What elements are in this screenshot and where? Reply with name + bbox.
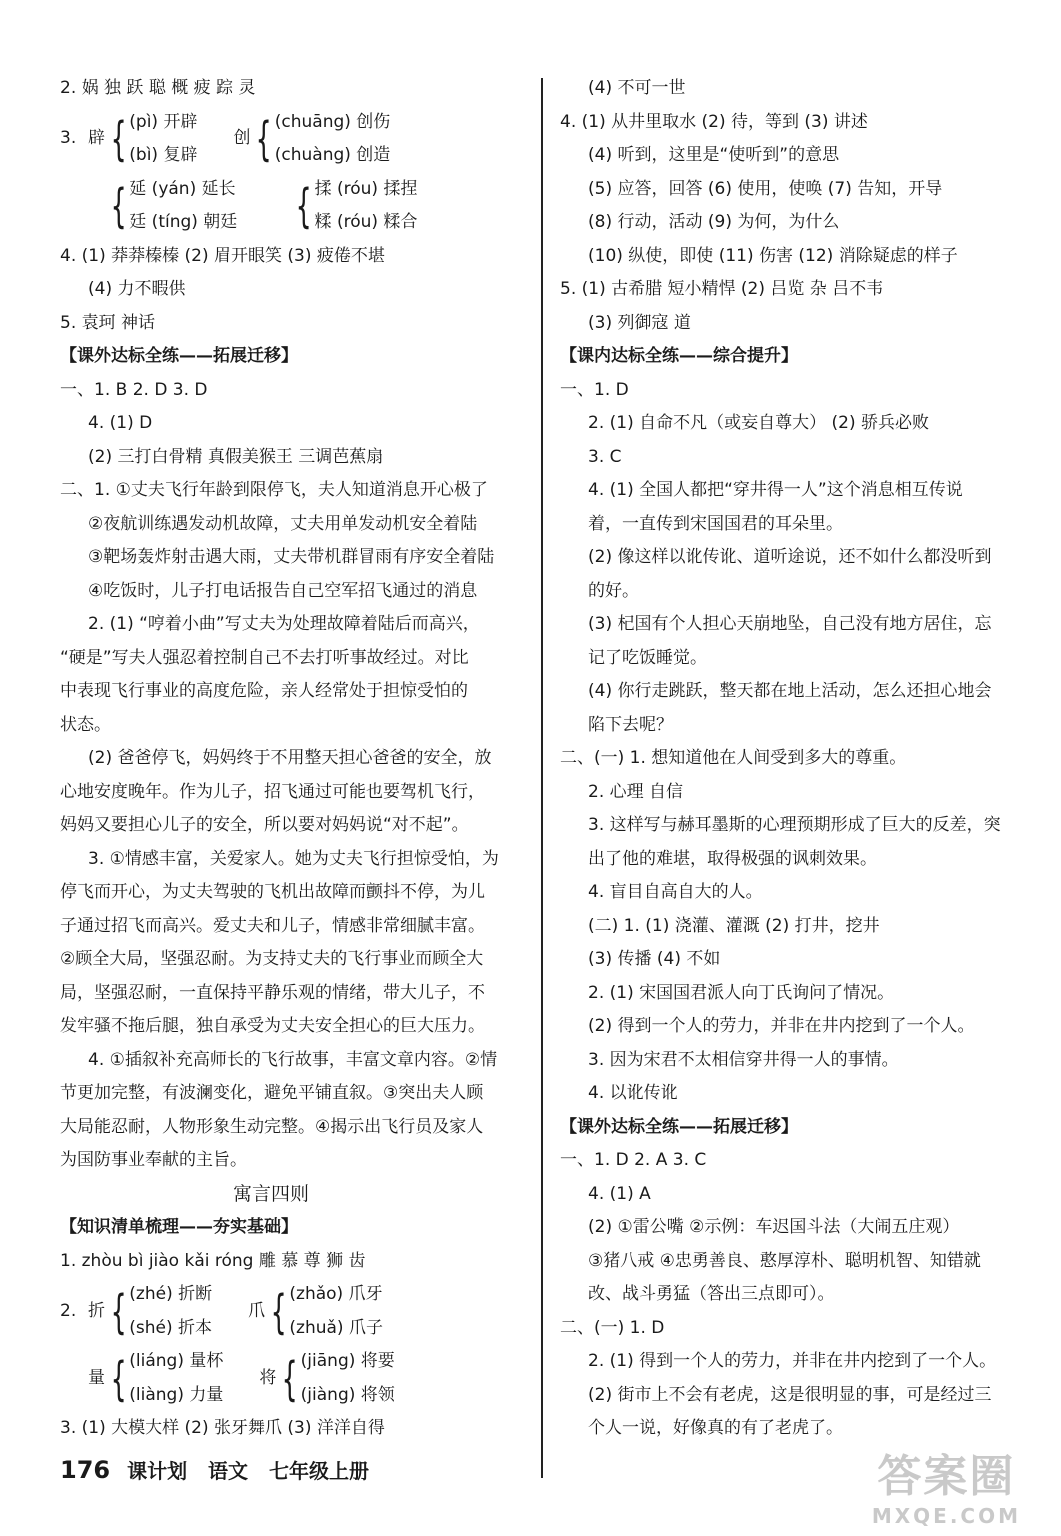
reading-item: 延 (yán) 延长	[129, 178, 236, 199]
answer-line: (2) 三打白骨精 真假美猴王 三调芭蕉扇	[88, 446, 384, 467]
lead-char: 辟	[88, 128, 105, 149]
answer-line: 出了他的难堪，取得极强的讽刺效果。	[588, 848, 877, 869]
watermark-url: MXQE.COM	[871, 1504, 1021, 1528]
answer-line: 发牢骚不拖后腿，独自承受为丈夫安全担心的巨大压力。	[60, 1016, 485, 1036]
answer-line: 为国防事业奉献的主旨。	[60, 1150, 247, 1170]
answer-line: 一、1. D	[560, 379, 629, 400]
answer-line: ②顾全大局，坚强忍耐。为支持丈夫的飞行事业而顾全大	[60, 949, 484, 969]
answer-line: ③靶场轰炸射击遇大雨，丈夫带机群冒雨有序安全着陆	[88, 547, 495, 567]
answer-line: (4) 听到，这里是“使听到”的意思	[588, 145, 840, 165]
right-column	[560, 72, 1020, 1446]
answer-line: (2) 像这样以讹传讹、道听途说，还不如什么都没听到	[588, 547, 992, 567]
answer-line: (3) 列御寇 道	[588, 312, 691, 333]
page-footer	[60, 1455, 383, 1484]
answer-line: 1. zhòu bì jiào kǎi róng 雕 慕 尊 狮 齿	[60, 1250, 366, 1271]
answer-line: 2. (1) 自命不凡（或妄自尊大） (2) 骄兵必败	[588, 413, 929, 433]
answer-line: ④吃饭时，儿子打电话报告自己空军招飞通过的消息	[88, 580, 478, 601]
reading-stack	[301, 1345, 395, 1412]
answer-line: 的好。	[588, 580, 639, 601]
answer-line: 着，一直传到宋国国君的耳朵里。	[588, 513, 843, 534]
watermark	[872, 1440, 1021, 1528]
section-heading: 【课内达标全练——综合提升】	[560, 346, 798, 366]
reading-item: 糅 (róu) 糅合	[314, 212, 418, 232]
answer-line: “硬是”写夫人强忍着控制自己不去打听事故经过。对比	[60, 647, 469, 668]
answer-line: (10) 纵使，即使 (11) 伤害 (12) 消除疑虑的样子	[588, 245, 958, 266]
reading-item: 廷 (tíng) 朝廷	[129, 212, 238, 232]
bracket-group	[60, 173, 522, 240]
left-column	[60, 72, 522, 1446]
reading-item: (zhé) 折断	[129, 1284, 213, 1304]
bracket-group	[60, 106, 522, 173]
answer-line: (3) 传播 (4) 不如	[588, 949, 721, 969]
answer-line: 3. 这样写与赫耳墨斯的心理预期形成了巨大的反差，突	[588, 815, 1001, 835]
answer-line: 心地安度晚年。作为儿子，招飞通过可能也要驾机飞行，	[60, 781, 485, 802]
reading-stack	[129, 1345, 223, 1412]
answer-line: 4. (1) 全国人都把“穿井得一人”这个消息相互传说	[588, 480, 963, 500]
answer-line: 节更加完整，有波澜变化，避免平铺直叙。③突出夫人顾	[60, 1083, 484, 1103]
reading-stack	[289, 1278, 383, 1345]
answer-line: (二) 1. (1) 浇灌、灌溉 (2) 打井，挖井	[588, 915, 880, 936]
answer-line: 一、1. B 2. D 3. D	[60, 379, 208, 400]
lead-char: 创	[233, 128, 251, 149]
section-heading: 【课外达标全练——拓展迁移】	[560, 1116, 798, 1137]
brace-glyph: {	[295, 179, 313, 233]
answer-line: 记了吃饭睡觉。	[588, 647, 707, 668]
section-heading: 【课外达标全练——拓展迁移】	[60, 346, 298, 366]
section-heading: 【知识清单梳理——夯实基础】	[60, 1217, 298, 1237]
bracket-group	[60, 1278, 522, 1345]
answer-line: 二、1. ①丈夫飞行年龄到限停飞，夫人知道消息开心极了	[60, 480, 488, 500]
answer-line: 停飞而开心，为丈夫驾驶的飞机出故障而颤抖不停，为儿	[60, 882, 485, 902]
answer-line: 4. (1) 莽莽榛榛 (2) 眉开眼笑 (3) 疲倦不堪	[60, 245, 385, 266]
answer-line: 3. 因为宋君不太相信穿井得一人的事情。	[588, 1049, 899, 1070]
reading-item: (chuāng) 创伤	[274, 111, 391, 132]
answer-line: 2. (1) 宋国国君派人向丁氏询问了情况。	[588, 982, 895, 1003]
reading-item: (liàng) 力量	[129, 1384, 224, 1405]
reading-item: (pì) 开辟	[129, 111, 198, 132]
lead-char: 爪	[248, 1300, 266, 1321]
book-grade: 七年级上册	[269, 1459, 370, 1483]
item-number: 2.	[60, 1300, 77, 1321]
answer-line: 改、战斗勇猛（答出三点即可）。	[588, 1284, 835, 1304]
brace-glyph: {	[110, 1351, 127, 1406]
answer-line: 状态。	[60, 714, 111, 735]
answer-line: 一、1. D 2. A 3. C	[560, 1150, 707, 1170]
answer-line: 大局能忍耐，人物形象生动完整。④揭示出飞行员及家人	[60, 1116, 484, 1137]
brace-glyph: {	[110, 179, 127, 233]
answer-line: (2) 街市上不会有老虎，这是很明显的事，可是经过三	[588, 1384, 992, 1405]
lesson-title: 寓言四则	[232, 1182, 309, 1205]
answer-line: 4. 盲目自高自大的人。	[588, 882, 763, 902]
answer-line: 2. 娲 独 跃 聪 概 疲 踪 灵	[60, 78, 256, 98]
reading-item: (zhuǎ) 爪子	[289, 1317, 383, 1338]
answer-line: 中表现飞行事业的高度危险，亲人经常处于担惊受怕的	[60, 681, 468, 701]
bracket-group	[60, 1345, 522, 1412]
reading-item: (bì) 复辟	[129, 145, 198, 165]
reading-stack	[129, 1278, 212, 1345]
answer-line: (2) ①雷公嘴 ②示例：车迟国斗法（大闹五庄观）	[588, 1217, 960, 1237]
answer-line: 3. C	[588, 446, 622, 467]
reading-item: (liáng) 量杯	[129, 1351, 224, 1371]
reading-stack	[315, 173, 418, 240]
answer-line: (2) 爸爸停飞，妈妈终于不用整天担心爸爸的安全，放	[88, 748, 492, 768]
answer-line: ③猪八戒 ④忠勇善良、憨厚淳朴、聪明机智、知错就	[588, 1250, 981, 1271]
lead-char: 将	[259, 1367, 277, 1388]
answer-line: 4. ①插叙补充高师长的飞行故事，丰富文章内容。②情	[88, 1049, 498, 1070]
answer-line: 4. (1) D	[88, 413, 153, 433]
answer-line: 陷下去呢？	[588, 714, 673, 735]
reading-item: (zhǎo) 爪牙	[289, 1284, 383, 1304]
book-series: 课计划	[127, 1459, 188, 1483]
answer-line: 5. (1) 古希腊 短小精悍 (2) 吕览 杂 吕不韦	[560, 279, 884, 299]
brace-glyph: {	[256, 112, 273, 166]
answer-line: 妈妈又要担心儿子的安全，所以要对妈妈说“对不起”。	[60, 815, 469, 835]
reading-stack	[129, 106, 197, 173]
answer-line: (3) 杞国有个人担心天崩地坠，自己没有地方居住，忘	[588, 614, 992, 634]
reading-item: 揉 (róu) 揉捏	[314, 178, 418, 199]
answer-line: 4. (1) 从井里取水 (2) 待，等到 (3) 讲述	[560, 111, 868, 132]
watermark-logo: 答案圈	[877, 1451, 1016, 1502]
brace-glyph: {	[281, 1351, 299, 1406]
page-number: 176	[60, 1456, 111, 1484]
answer-line: 5. 袁珂 神话	[60, 312, 156, 333]
answer-line: 3. (1) 大模大样 (2) 张牙舞爪 (3) 洋洋自得	[60, 1418, 385, 1438]
answer-line: (4) 不可一世	[588, 78, 686, 98]
brace-glyph: {	[270, 1284, 287, 1339]
answer-line: (4) 你行走跳跃，整天都在地上活动，怎么还担心地会	[588, 681, 992, 701]
answer-line: 个人一说，好像真的有了老虎了。	[588, 1418, 843, 1438]
answer-line: 3. ①情感丰富，关爱家人。她为丈夫飞行担惊受怕，为	[88, 848, 499, 869]
answer-line: 二、(一) 1. 想知道他在人间受到多大的尊重。	[560, 748, 907, 768]
lead-char: 折	[88, 1300, 105, 1321]
answer-line: (5) 应答，回答 (6) 使用，使唤 (7) 告知，开导	[588, 178, 943, 199]
book-subject: 语文	[208, 1459, 249, 1483]
answer-line: 子通过招飞而高兴。爱丈夫和儿子，情感非常细腻丰富。	[60, 915, 485, 936]
answer-line: (4) 力不暇供	[88, 279, 186, 299]
answer-line: 2. 心理 自信	[588, 781, 684, 802]
answer-line: ②夜航训练遇发动机故障，丈夫用单发动机安全着陆	[88, 513, 478, 534]
brace-glyph: {	[110, 112, 127, 166]
reading-item: (shé) 折本	[129, 1317, 213, 1338]
answer-line: (8) 行动，活动 (9) 为何，为什么	[588, 212, 840, 232]
answer-line: 二、(一) 1. D	[560, 1317, 665, 1338]
reading-stack	[275, 106, 391, 173]
column-divider	[541, 78, 543, 1478]
answer-line: 4. (1) A	[588, 1183, 651, 1204]
reading-stack	[129, 173, 237, 240]
answer-line: 局，坚强忍耐，一直保持平静乐观的情绪，带大儿子，不	[60, 982, 485, 1003]
reading-item: (jiāng) 将要	[300, 1351, 395, 1371]
reading-item: (chuàng) 创造	[274, 145, 391, 165]
answer-line: 2. (1) “哼着小曲”写丈夫为处理故障着陆后而高兴，	[88, 614, 480, 634]
brace-glyph: {	[110, 1284, 127, 1339]
answer-line: 4. 以讹传讹	[588, 1083, 678, 1103]
item-number: 3.	[60, 128, 77, 149]
lead-char: 量	[88, 1367, 105, 1388]
answer-line: (2) 得到一个人的劳力，并非在井内挖到了一个人。	[588, 1016, 975, 1036]
answer-line: 2. (1) 得到一个人的劳力，并非在井内挖到了一个人。	[588, 1351, 997, 1371]
reading-item: (jiàng) 将领	[300, 1384, 395, 1405]
